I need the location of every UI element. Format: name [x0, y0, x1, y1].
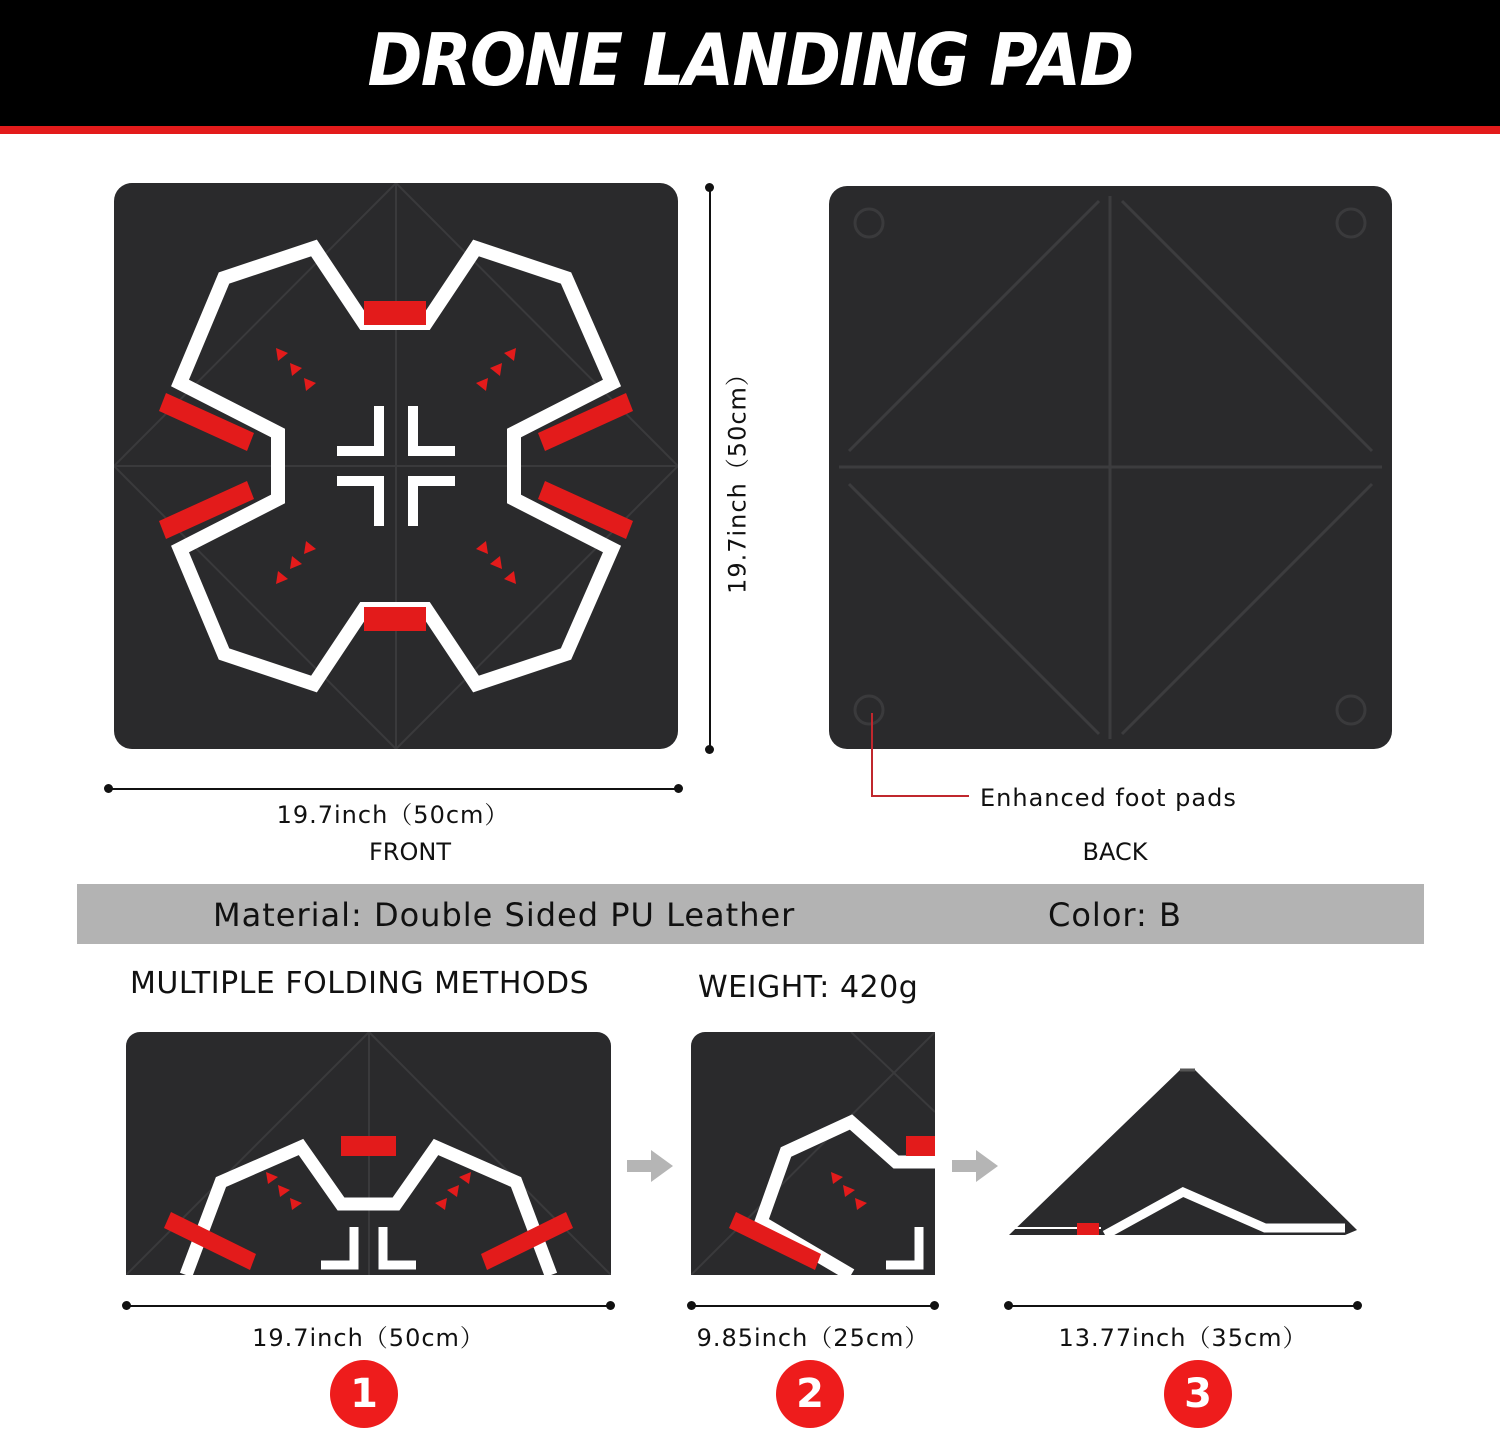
- arrow-right-icon: [627, 1150, 673, 1182]
- page-title: DRONE LANDING PAD: [367, 18, 1133, 102]
- step-2-badge: 2: [776, 1360, 844, 1428]
- dim-dot: [122, 1301, 131, 1310]
- back-fold-graphic: [829, 186, 1392, 749]
- step-2-dimension-line: [691, 1305, 935, 1307]
- dim-dot: [930, 1301, 939, 1310]
- step-3-size-label: 13.77inch（35cm）: [1058, 1324, 1308, 1352]
- step-2-size-label: 9.85inch（25cm）: [696, 1324, 930, 1352]
- weight-label: WEIGHT: 420g: [698, 970, 919, 1005]
- back-caption: BACK: [1082, 838, 1148, 866]
- fold-step-1-image: [126, 1032, 611, 1275]
- fold-step-3-image: [1005, 1068, 1360, 1242]
- dim-dot: [606, 1301, 615, 1310]
- callout-line-horizontal: [871, 795, 969, 797]
- front-pad-image: [114, 183, 678, 749]
- front-width-label: 19.7inch（50cm）: [276, 801, 510, 829]
- front-width-dimension-line: [108, 788, 678, 790]
- back-pad-image: [829, 186, 1392, 749]
- step-1-size-label: 19.7inch（50cm）: [252, 1324, 485, 1352]
- dim-dot: [104, 784, 113, 793]
- dim-dot: [674, 784, 683, 793]
- front-height-label: 19.7inch（50cm）: [723, 361, 752, 594]
- folding-methods-title: MULTIPLE FOLDING METHODS: [130, 966, 590, 1001]
- front-height-dimension-line: [709, 187, 711, 749]
- step-1-dimension-line: [126, 1305, 611, 1307]
- dim-dot: [705, 183, 714, 192]
- dim-dot: [687, 1301, 696, 1310]
- step-3-dimension-line: [1008, 1305, 1358, 1307]
- step-3-badge: 3: [1164, 1360, 1232, 1428]
- callout-line-vertical: [871, 713, 873, 796]
- header-accent-stripe: [0, 126, 1500, 134]
- front-caption: FRONT: [369, 838, 451, 866]
- arrow-right-icon: [952, 1150, 998, 1182]
- landing-pattern-graphic: [114, 183, 678, 749]
- step-1-badge: 1: [330, 1360, 398, 1428]
- foot-pad-callout-label: Enhanced foot pads: [980, 784, 1237, 812]
- dim-dot: [705, 745, 714, 754]
- material-label: Material: Double Sided PU Leather: [213, 896, 796, 934]
- dim-dot: [1353, 1301, 1362, 1310]
- dim-dot: [1004, 1301, 1013, 1310]
- color-label: Color: B: [1048, 896, 1182, 934]
- fold-step-2-image: [691, 1032, 935, 1275]
